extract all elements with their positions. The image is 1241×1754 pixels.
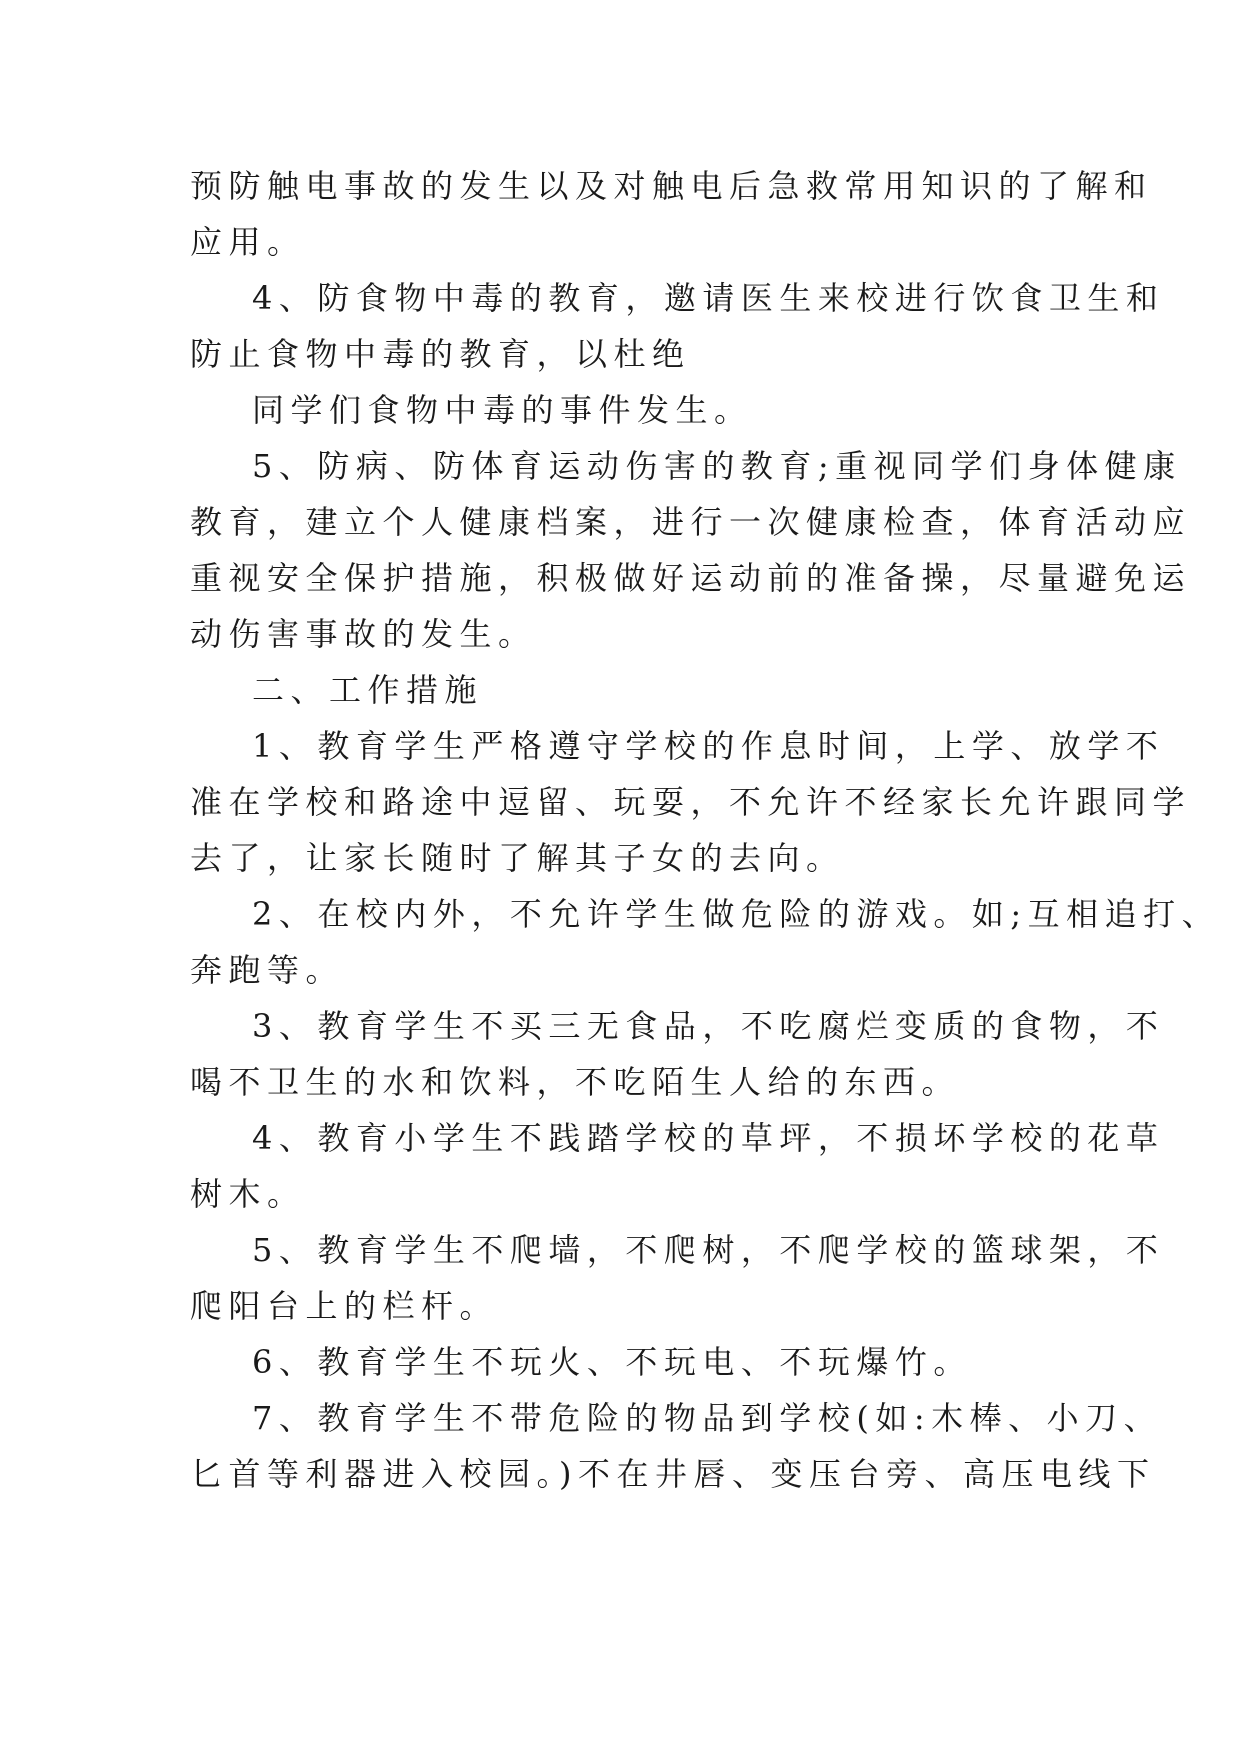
text-line: 同学们食物中毒的事件发生。 bbox=[252, 391, 753, 429]
measure-item-6: 6、教育学生不玩火、不玩电、不玩爆竹。 bbox=[252, 1343, 972, 1381]
measure-item-5: 5、教育学生不爬墙，不爬树，不爬学校的篮球架，不 bbox=[252, 1231, 1165, 1269]
text-line: 奔跑等。 bbox=[190, 951, 345, 989]
text-line: 准在学校和路途中逗留、玩耍，不允许不经家长允许跟同学 bbox=[190, 783, 1192, 821]
text-line: 预防触电事故的发生以及对触电后急救常用知识的了解和 bbox=[190, 167, 1153, 205]
text-line: 教育，建立个人健康档案，进行一次健康检查，体育活动应 bbox=[190, 503, 1192, 541]
measure-item-2: 2、在校内外，不允许学生做危险的游戏。如;互相追打、 bbox=[252, 895, 1221, 933]
measure-item-7: 7、教育学生不带危险的物品到学校(如:木棒、小刀、 bbox=[252, 1399, 1163, 1437]
text-line: 爬阳台上的栏杆。 bbox=[190, 1287, 499, 1325]
text-line: 防止食物中毒的教育，以杜绝 bbox=[190, 335, 691, 373]
section-heading: 二、工作措施 bbox=[252, 671, 484, 709]
text-line: 去了，让家长随时了解其子女的去向。 bbox=[190, 839, 845, 877]
text-line: 树木。 bbox=[190, 1175, 306, 1213]
text-line: 重视安全保护措施，积极做好运动前的准备操，尽量避免运 bbox=[190, 559, 1192, 597]
text-line: 匕首等利器进入校园。)不在井唇、变压台旁、高压电线下 bbox=[190, 1455, 1156, 1493]
paragraph-item-5: 5、防病、防体育运动伤害的教育;重视同学们身体健康 bbox=[252, 447, 1182, 485]
text-line: 应用。 bbox=[190, 223, 306, 261]
text-line: 喝不卫生的水和饮料，不吃陌生人给的东西。 bbox=[190, 1063, 961, 1101]
measure-item-4: 4、教育小学生不践踏学校的草坪，不损坏学校的花草 bbox=[252, 1119, 1165, 1157]
text-line: 动伤害事故的发生。 bbox=[190, 615, 537, 653]
measure-item-3: 3、教育学生不买三无食品，不吃腐烂变质的食物，不 bbox=[252, 1007, 1165, 1045]
paragraph-item-4: 4、防食物中毒的教育，邀请医生来校进行饮食卫生和 bbox=[252, 279, 1165, 317]
measure-item-1: 1、教育学生严格遵守学校的作息时间，上学、放学不 bbox=[252, 727, 1165, 765]
